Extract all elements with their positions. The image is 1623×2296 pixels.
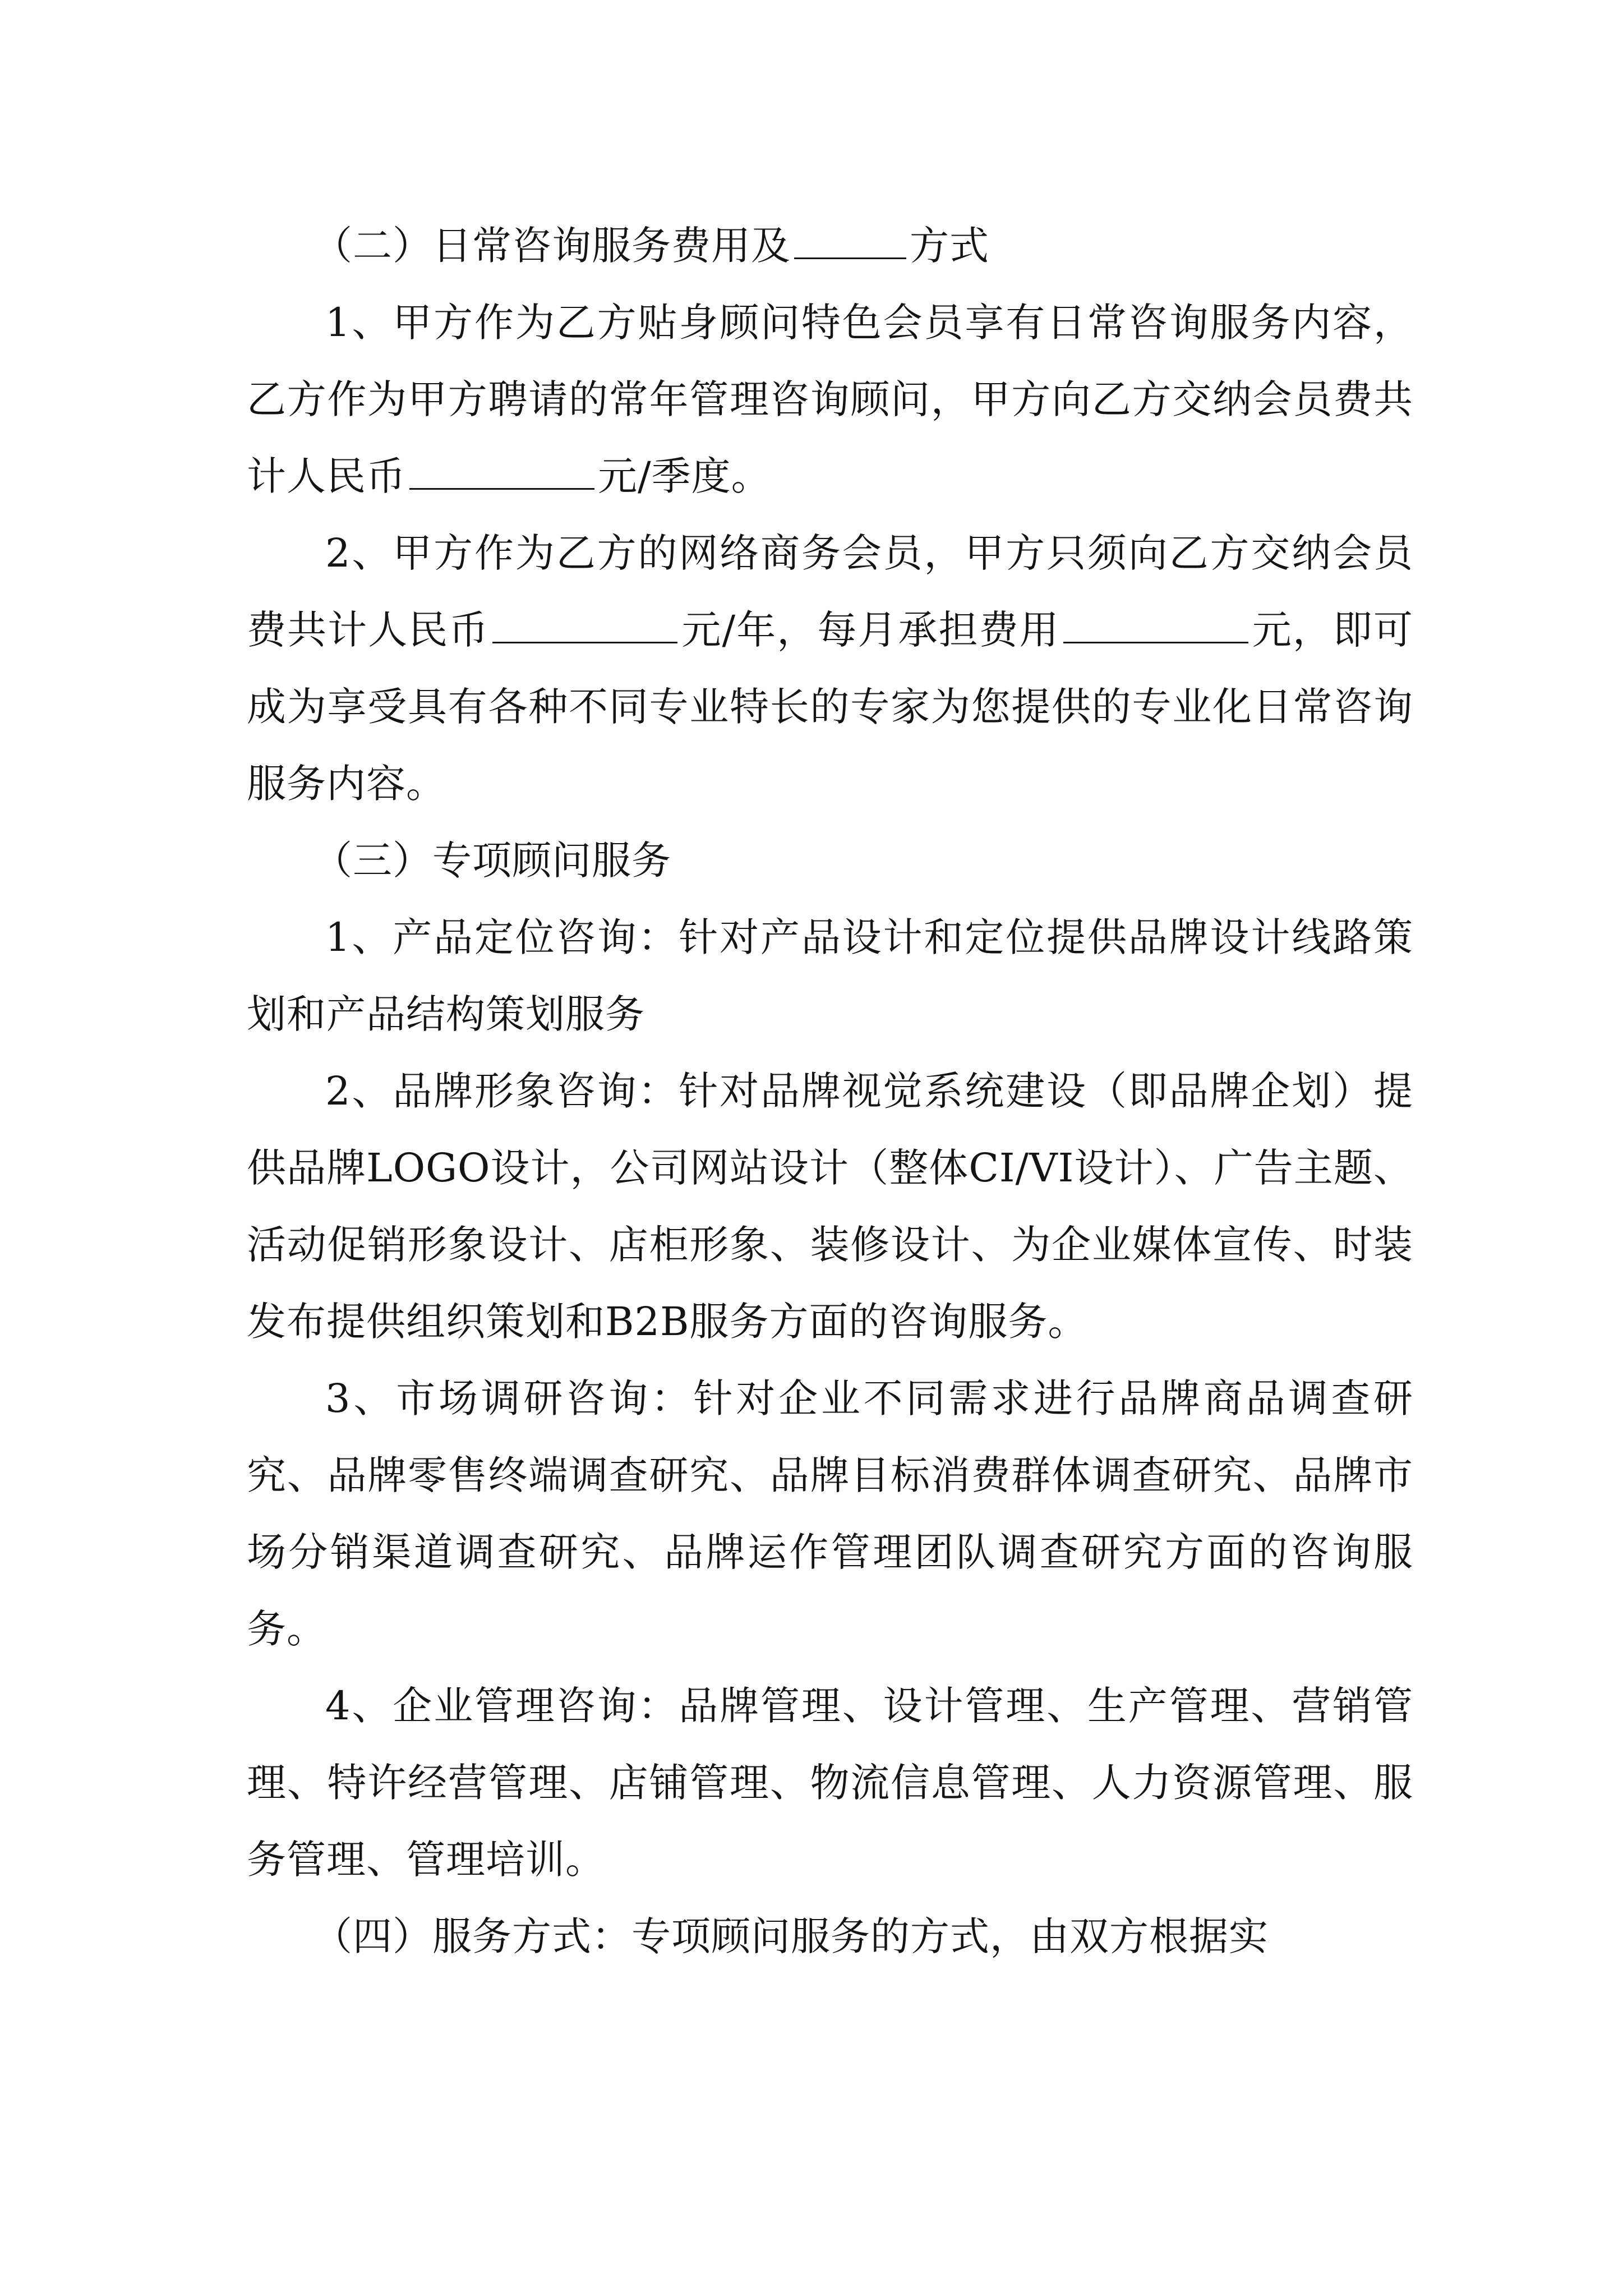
paragraph-membership-fee-yearly bbox=[247, 515, 1413, 822]
fill-in-blank bbox=[794, 218, 906, 259]
paragraph-text: 元/季度。 bbox=[598, 453, 771, 499]
paragraph-text: 2、甲方作为乙方的网络商务会员，甲方只须向乙方交纳会员费共计人民币 bbox=[247, 530, 1413, 653]
paragraph-text: 元，即可成为享受具有各种不同专业特长的专家为您提供的专业化日常咨询服务内容。 bbox=[247, 607, 1414, 807]
section-heading-4: （四）服务方式：专项顾问服务的方式，由双方根据实 bbox=[313, 1913, 1269, 1959]
section-heading-3: （三）专项顾问服务 bbox=[313, 838, 671, 884]
paragraph-text: 元/年，每月承担费用 bbox=[681, 607, 1060, 653]
fill-in-blank bbox=[409, 449, 594, 490]
list-item: 1、产品定位咨询：针对产品设计和定位提供品牌设计线路策划和产品结构策划服务 bbox=[247, 914, 1413, 1037]
paragraph-membership-fee-quarterly bbox=[247, 284, 1413, 515]
list-item: 4、企业管理咨询：品牌管理、设计管理、生产管理、营销管理、特许经营管理、店铺管理、物流信息管理、人力资源管理、服务管理、管理培训。 bbox=[247, 1683, 1413, 1883]
list-item: 2、品牌形象咨询：针对品牌视觉系统建设（即品牌企划）提供品牌LOGO设计，公司网站设计（整体CI/VI设计）、广告主题、活动促销形象设计、店柜形象、装修设计、为企业媒体宣传、时装发布提供组织策划和B2B服务方面的咨询服务。 bbox=[247, 1068, 1413, 1345]
fill-in-blank bbox=[1063, 602, 1248, 643]
section-heading-2-prefix: （二）日常咨询服务费用及 bbox=[313, 223, 791, 269]
fill-in-blank bbox=[492, 602, 677, 643]
section-heading-2-suffix: 方式 bbox=[910, 223, 989, 269]
section-heading-2 bbox=[247, 208, 1413, 284]
list-item: 3、市场调研咨询：针对企业不同需求进行品牌商品调查研究、品牌零售终端调查研究、品牌目标消费群体调查研究、品牌市场分销渠道调查研究、品牌运作管理团队调查研究方面的咨询服务。 bbox=[247, 1375, 1413, 1652]
document-body bbox=[247, 208, 1413, 1975]
paragraph-text: 1、甲方作为乙方贴身顾问特色会员享有日常咨询服务内容，乙方作为甲方聘请的常年管理咨询顾问，甲方向乙方交纳会员费共计人民币 bbox=[247, 300, 1413, 499]
